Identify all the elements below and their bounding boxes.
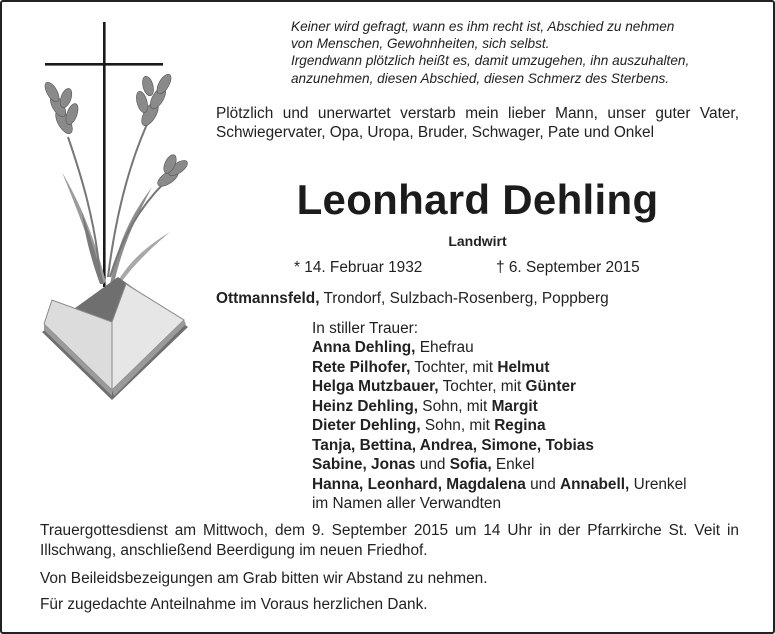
intro-text: Plötzlich und unerwartet verstarb mein lieber Mann, unser guter Vater, Schwiegervater, Opa, Uropa, Bruder, Schwager, Pate und Onkel [216, 105, 739, 142]
thanks-note: Für zugedachte Anteilnahme im Voraus herzlichen Dank. [40, 596, 428, 613]
verse-line: von Menschen, Gewohnheiten, sich selbst. [291, 36, 550, 52]
grandchildren-row: Sabine, Jonas und Sofia, Enkel [312, 456, 535, 474]
grandchildren-row: Tanja, Bettina, Andrea, Simone, Tobias [312, 436, 594, 454]
other-places: Trondorf, Sulzbach-Rosenberg, Poppberg [319, 290, 609, 307]
verse-block [291, 18, 761, 87]
death-date: † 6. September 2015 [496, 259, 640, 276]
deceased-name: Leonhard Dehling [296, 176, 659, 223]
deceased-profession: Landwirt [448, 233, 507, 249]
mourners-closing: im Namen aller Verwandten [312, 495, 502, 513]
verse-line: Keiner wird gefragt, wann es ihm recht ist, Abschied zu nehmen [291, 19, 675, 34]
mourner-row: Heinz Dehling, Sohn, mit Margit [312, 397, 538, 415]
mourners-heading: In stiller Trauer: [312, 320, 419, 337]
mourner-row: Helga Mutzbauer, Tochter, mit Günter [312, 378, 576, 396]
book-icon [42, 277, 188, 400]
mourner-row: Anna Dehling, Ehefrau [312, 339, 474, 357]
birth-date: * 14. Februar 1932 [294, 259, 423, 276]
main-place: Ottmannsfeld, [216, 290, 320, 307]
condolence-note: Von Beileidsbezeigungen am Grab bitten wir Abstand zu nehmen. [40, 570, 488, 587]
service-info: Trauergottesdienst am Mittwoch, dem 9. September 2015 um 14 Uhr in der Pfarrkirche St. Veit in Illschwang, anschließend Beerdigung im neuen Friedhof. [40, 522, 739, 559]
cross-icon [103, 22, 106, 287]
mourners-list [312, 319, 687, 514]
verse-line: anzunehmen, diesen Abschied, diesen Schmerz des Sterbens. [291, 70, 670, 86]
mourner-row: Rete Pilhofer, Tochter, mit Helmut [312, 358, 550, 376]
places-line [216, 289, 609, 309]
wheat-icon [42, 72, 190, 189]
great-grandchildren-row: Hanna, Leonhard, Magdalena und Annabell, Urenkel [312, 475, 687, 493]
cross-wheat-book-illustration [30, 22, 198, 402]
verse-line: Irgendwann plötzlich heißt es, damit umzugehen, ihn auszuhalten, [291, 53, 690, 69]
mourner-row: Dieter Dehling, Sohn, mit Regina [312, 417, 546, 435]
